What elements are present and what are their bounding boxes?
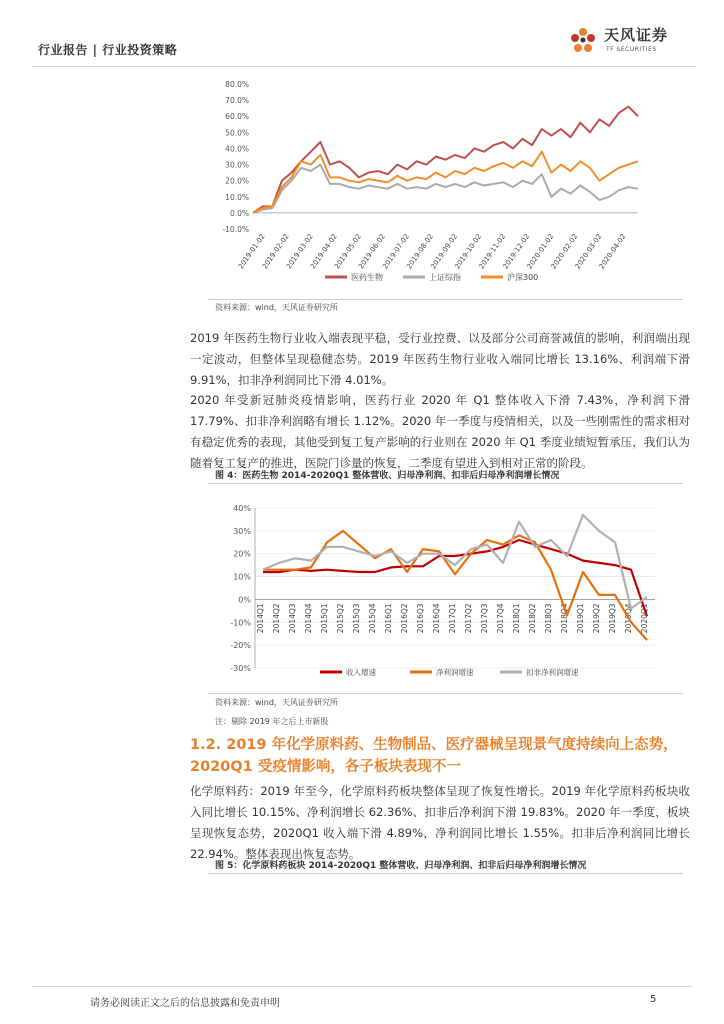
x-tick-label: 2019-04-02 bbox=[308, 232, 339, 271]
index-performance-chart bbox=[215, 76, 655, 291]
y-tick-label: 70.0% bbox=[225, 96, 249, 106]
x-tick-label: 2018Q2 bbox=[528, 603, 537, 634]
figure4-title-divider bbox=[208, 483, 683, 484]
legend-label-3: 扣非净利润增速 bbox=[526, 668, 579, 677]
x-tick-label: 2014Q1 bbox=[256, 603, 265, 634]
series-line-2 bbox=[253, 165, 638, 213]
x-tick-label: 2015Q4 bbox=[368, 603, 377, 634]
legend-label-3: 沪深300 bbox=[507, 273, 539, 282]
x-tick-label: 2016Q1 bbox=[384, 603, 393, 634]
report-header: 行业报告 | 行业投资策略 bbox=[38, 43, 178, 57]
header-divider bbox=[32, 66, 696, 67]
x-tick-label: 2019-10-02 bbox=[453, 232, 484, 271]
y-tick-label: -10% bbox=[230, 618, 251, 628]
x-tick-label: 2020-03-02 bbox=[573, 232, 604, 271]
y-tick-label: 40.0% bbox=[225, 144, 249, 154]
y-tick-label: 0.0% bbox=[229, 208, 249, 218]
x-tick-label: 2020Q1 bbox=[640, 603, 649, 634]
figure4-title: 图 4：医药生物 2014-2020Q1 整体营收、归母净利润、扣非后归母净利润增长情况 bbox=[215, 471, 560, 481]
x-tick-label: 2019-06-02 bbox=[357, 232, 387, 271]
y-tick-label: 10% bbox=[233, 572, 251, 582]
x-tick-label: 2015Q2 bbox=[336, 603, 345, 634]
y-tick-label: 10.0% bbox=[225, 192, 249, 202]
figure5-title-divider bbox=[208, 873, 683, 874]
section-heading: 1.2. 2019 年化学原料药、生物制品、医疗器械呈现景气度持续向上态势，2020Q1 受疫情影响，各子板块表现不一 bbox=[190, 737, 678, 775]
x-tick-label: 2014Q2 bbox=[272, 603, 281, 634]
y-tick-label: 20.0% bbox=[225, 176, 249, 186]
legend-label-1: 医药生物 bbox=[351, 273, 383, 282]
x-tick-label: 2014Q3 bbox=[288, 603, 297, 634]
paragraph-2 bbox=[190, 390, 690, 474]
x-tick-label: 2015Q3 bbox=[352, 603, 361, 634]
company-logo bbox=[566, 22, 706, 62]
paragraph-1 bbox=[190, 328, 690, 391]
x-tick-label: 2020-02-02 bbox=[549, 232, 580, 271]
x-tick-label: 2019-01-02 bbox=[236, 232, 267, 271]
x-tick-label: 2017Q3 bbox=[480, 603, 489, 634]
y-tick-label: 80.0% bbox=[225, 80, 249, 89]
footer-divider bbox=[32, 986, 692, 987]
page-number: 5 bbox=[650, 994, 657, 1005]
y-tick-label: 40% bbox=[233, 504, 251, 513]
y-tick-label: 30.0% bbox=[225, 160, 249, 170]
growth-chart bbox=[215, 498, 665, 688]
y-tick-label: -10.0% bbox=[222, 225, 249, 234]
x-tick-label: 2018Q1 bbox=[512, 603, 521, 634]
x-tick-label: 2018Q4 bbox=[560, 603, 569, 634]
x-tick-label: 2019-11-02 bbox=[477, 232, 508, 271]
x-tick-label: 2015Q1 bbox=[320, 603, 329, 634]
paragraph-2-text: 2020 年受新冠肺炎疫情影响，医药行业 2020 年 Q1 整体收入下滑 7.43%，净利润下滑 17.79%、扣非净利润略有增长 1.12%。2020 年一季度与疫情相关，以及一些刚需性的需求相对有稳定优秀的表现，其他受到复工复产影响的行业则在 2020 年 Q1 季度业绩短暂承压，我们认为随着复工复产的推进，医院门诊量的恢复，二季度有望进入到相对正常的阶段。 bbox=[190, 393, 690, 470]
y-tick-label: 60.0% bbox=[225, 112, 249, 122]
x-tick-label: 2017Q1 bbox=[448, 603, 457, 634]
footer-disclaimer: 请务必阅读正文之后的信息披露和免责申明 bbox=[90, 998, 280, 1009]
y-tick-label: -30% bbox=[230, 664, 251, 673]
series-line-3 bbox=[253, 152, 638, 213]
series-line-1 bbox=[253, 107, 638, 213]
y-tick-label: 0% bbox=[238, 595, 251, 605]
x-tick-label: 2019Q4 bbox=[624, 603, 633, 634]
y-tick-label: 20% bbox=[233, 549, 251, 559]
paragraph-3 bbox=[190, 781, 690, 865]
y-tick-label: 30% bbox=[233, 526, 251, 536]
y-tick-label: -20% bbox=[230, 641, 251, 651]
x-tick-label: 2019-05-02 bbox=[333, 232, 363, 271]
x-tick-label: 2020-01-02 bbox=[525, 232, 556, 271]
x-tick-label: 2018Q3 bbox=[544, 603, 553, 634]
chart1-source-divider bbox=[208, 299, 683, 300]
logo-name-en: TF SECURITIES bbox=[606, 46, 657, 53]
legend-label-2: 净利润增速 bbox=[436, 668, 474, 677]
x-tick-label: 2017Q4 bbox=[496, 603, 505, 634]
x-tick-label: 2019Q2 bbox=[592, 603, 601, 634]
x-tick-label: 2019Q1 bbox=[576, 603, 585, 634]
legend-label-2: 上证综指 bbox=[429, 273, 461, 282]
x-tick-label: 2019-12-02 bbox=[501, 232, 532, 271]
figure5-title: 图 5：化学原料药板块 2014-2020Q1 整体营收、归母净利润、扣非后归母净利润增长情况 bbox=[215, 861, 587, 871]
figure4-source-divider bbox=[208, 693, 683, 694]
figure4-source: 资料来源：wind，天风证券研究所 bbox=[215, 698, 338, 707]
x-tick-label: 2019-07-02 bbox=[381, 232, 412, 271]
x-tick-label: 2019-08-02 bbox=[405, 232, 436, 271]
x-tick-label: 2019-09-02 bbox=[429, 232, 460, 271]
logo-flower-icon bbox=[566, 24, 600, 58]
x-tick-label: 2020-04-02 bbox=[597, 232, 628, 271]
logo-name-cn: 天风证券 bbox=[604, 26, 669, 44]
legend-label-1: 收入增速 bbox=[346, 668, 376, 677]
paragraph-3-text: 化学原料药：2019 年至今，化学原料药板块整体呈现了恢复性增长。2019 年化学原料药板块收入同比增长 10.15%、净利润增长 62.36%、扣非后净利润下滑 19.83%。2020 年一季度，板块呈现恢复态势，2020Q1 收入端下滑 4.89%，净利润同比增长 1.55%。扣非后净利润同比增长 22.94%。整体表现出恢复态势。 bbox=[190, 784, 690, 861]
x-tick-label: 2019-03-02 bbox=[284, 232, 315, 271]
y-tick-label: 50.0% bbox=[225, 128, 249, 138]
x-tick-label: 2014Q4 bbox=[304, 603, 313, 634]
x-tick-label: 2019-02-02 bbox=[260, 232, 291, 271]
x-tick-label: 2016Q3 bbox=[416, 603, 425, 634]
figure4-note: 注：剔除 2019 年之后上市新股 bbox=[215, 717, 329, 726]
x-tick-label: 2019Q3 bbox=[608, 603, 617, 634]
x-tick-label: 2016Q2 bbox=[400, 603, 409, 634]
x-tick-label: 2016Q4 bbox=[432, 603, 441, 634]
x-tick-label: 2017Q2 bbox=[464, 603, 473, 634]
paragraph-1-text: 2019 年医药生物行业收入端表现平稳，受行业控费、以及部分公司商誉减值的影响，利润端出现一定波动，但整体呈现稳健态势。2019 年医药生物行业收入端同比增长 13.16%、利润端下滑 9.91%，扣非净利润同比下滑 4.01%。 bbox=[190, 331, 690, 387]
chart1-source: 资料来源：wind，天风证券研究所 bbox=[215, 303, 338, 312]
